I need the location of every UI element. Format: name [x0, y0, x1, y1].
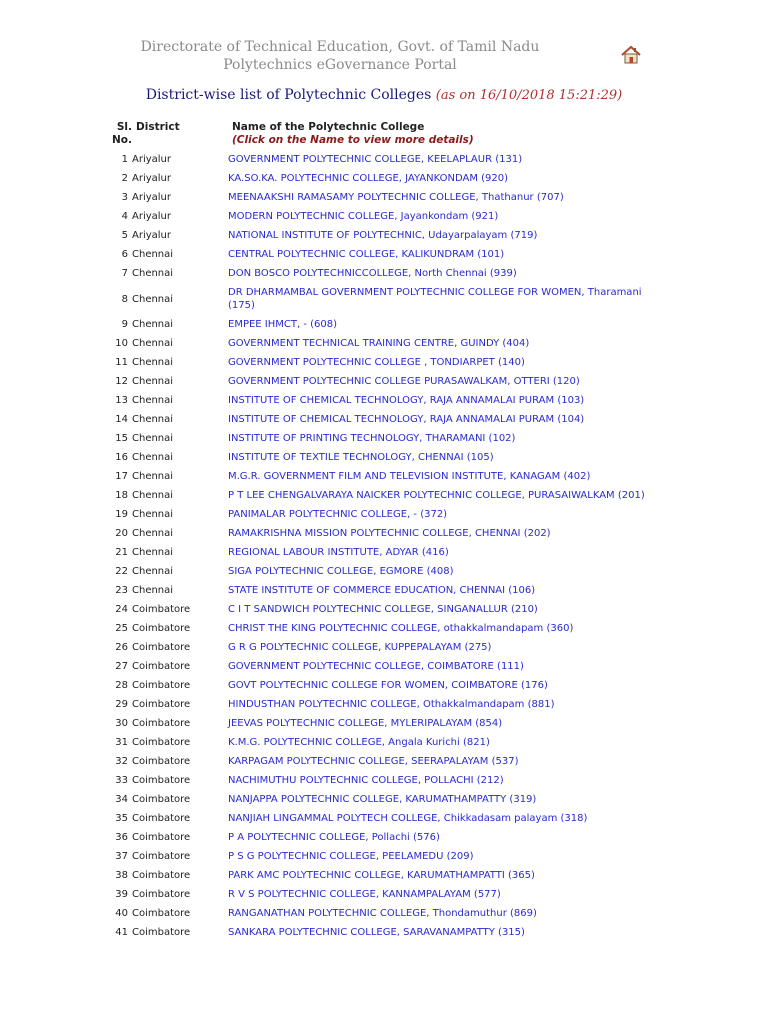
- district-cell: Chennai: [132, 490, 174, 501]
- district-cell: Coimbatore: [132, 737, 191, 748]
- college-name-link[interactable]: P S G POLYTECHNIC COLLEGE, PEELAMEDU (209): [228, 851, 474, 862]
- table-row: [0, 524, 768, 543]
- sl-no-cell: 2: [121, 173, 128, 184]
- district-cell: Coimbatore: [132, 870, 191, 881]
- table-row: [0, 847, 768, 866]
- table-row: [0, 467, 768, 486]
- district-cell: Coimbatore: [132, 756, 191, 767]
- table-row: [0, 226, 768, 245]
- sl-no-cell: 38: [115, 870, 128, 881]
- table-row: [0, 638, 768, 657]
- sl-no-header: [104, 121, 132, 147]
- college-name-link[interactable]: STATE INSTITUTE OF COMMERCE EDUCATION, CHENNAI (106): [228, 585, 536, 596]
- district-cell: Coimbatore: [132, 832, 191, 843]
- sl-no-cell: 30: [115, 718, 128, 729]
- as-on-timestamp: (as on 16/10/2018 15:21:29): [435, 88, 623, 103]
- sl-no-cell: 22: [115, 566, 128, 577]
- district-cell: Chennai: [132, 338, 174, 349]
- district-cell: Chennai: [132, 471, 174, 482]
- college-name-link[interactable]: G R G POLYTECHNIC COLLEGE, KUPPEPALAYAM (275): [228, 642, 492, 653]
- college-name-link[interactable]: PARK AMC POLYTECHNIC COLLEGE, KARUMATHAMPATTI (365): [228, 870, 535, 881]
- college-name-link[interactable]: JEEVAS POLYTECHNIC COLLEGE, MYLERIPALAYAM (854): [228, 718, 503, 729]
- district-cell: Chennai: [132, 293, 174, 305]
- college-name-link[interactable]: NACHIMUTHU POLYTECHNIC COLLEGE, POLLACHI (212): [228, 775, 504, 786]
- sl-no-cell: 40: [115, 908, 128, 919]
- college-name-link[interactable]: RANGANATHAN POLYTECHNIC COLLEGE, Thondamuthur (869): [228, 908, 537, 919]
- table-row: [0, 245, 768, 264]
- sl-no-cell: 20: [115, 528, 128, 539]
- college-name-link[interactable]: GOVERNMENT POLYTECHNIC COLLEGE PURASAWALKAM, OTTERI (120): [228, 376, 580, 387]
- district-cell: Ariyalur: [132, 154, 172, 165]
- college-name-link[interactable]: GOVERNMENT POLYTECHNIC COLLEGE, COIMBATORE (111): [228, 661, 524, 672]
- district-cell: Chennai: [132, 376, 174, 387]
- sl-header-line-1: Sl.: [116, 121, 132, 133]
- district-cell: Chennai: [132, 585, 174, 596]
- college-name-link[interactable]: P A POLYTECHNIC COLLEGE, Pollachi (576): [228, 832, 440, 843]
- district-cell: Ariyalur: [132, 211, 172, 222]
- table-row: [0, 283, 768, 315]
- sl-no-cell: 32: [115, 756, 128, 767]
- table-row: [0, 353, 768, 372]
- college-name-link[interactable]: RAMAKRISHNA MISSION POLYTECHNIC COLLEGE, CHENNAI (202): [228, 528, 551, 539]
- district-cell: Coimbatore: [132, 908, 191, 919]
- district-cell: Coimbatore: [132, 794, 191, 805]
- sl-no-cell: 31: [115, 737, 128, 748]
- sl-no-cell: 3: [121, 192, 128, 203]
- sl-no-cell: 14: [115, 414, 128, 425]
- district-cell: Coimbatore: [132, 680, 191, 691]
- district-cell: Ariyalur: [132, 192, 172, 203]
- district-cell: Chennai: [132, 357, 174, 368]
- sl-no-cell: 25: [115, 623, 128, 634]
- table-row: [0, 429, 768, 448]
- sl-no-cell: 6: [121, 249, 128, 260]
- college-name-link[interactable]: NATIONAL INSTITUTE OF POLYTECHNIC, Udayarpalayam (719): [228, 230, 538, 241]
- table-row: [0, 752, 768, 771]
- district-cell: Chennai: [132, 452, 174, 463]
- college-name-link[interactable]: HINDUSTHAN POLYTECHNIC COLLEGE, Othakkalmandapam (881): [228, 699, 555, 710]
- table-row: [0, 264, 768, 283]
- district-cell: Chennai: [132, 566, 174, 577]
- college-name-link[interactable]: R V S POLYTECHNIC COLLEGE, KANNAMPALAYAM (577): [228, 889, 501, 900]
- table-row: [0, 733, 768, 752]
- district-cell: Chennai: [132, 395, 174, 406]
- sl-no-cell: 17: [115, 471, 128, 482]
- district-cell: Ariyalur: [132, 173, 172, 184]
- table-row: [0, 923, 768, 942]
- sl-no-cell: 33: [115, 775, 128, 786]
- college-name-link[interactable]: DR DHARMAMBAL GOVERNMENT POLYTECHNIC COLLEGE FOR WOMEN, Tharamani (175): [228, 287, 642, 311]
- college-name-header: [232, 121, 474, 147]
- district-cell: Coimbatore: [132, 642, 191, 653]
- college-name-link[interactable]: INSTITUTE OF PRINTING TECHNOLOGY, THARAMANI (102): [228, 433, 516, 444]
- header-line-2: Polytechnics eGovernance Portal: [223, 57, 457, 73]
- sl-no-cell: 36: [115, 832, 128, 843]
- college-name-link[interactable]: CHRIST THE KING POLYTECHNIC COLLEGE, othakkalmandapam (360): [228, 623, 574, 634]
- sl-no-cell: 7: [121, 268, 128, 279]
- page-title: [0, 87, 768, 103]
- table-row: [0, 676, 768, 695]
- sl-header-line-2: No.: [112, 134, 132, 146]
- table-row: [0, 372, 768, 391]
- sl-no-cell: 12: [115, 376, 128, 387]
- table-row: [0, 866, 768, 885]
- sl-no-cell: 24: [115, 604, 128, 615]
- table-row: [0, 771, 768, 790]
- sl-no-cell: 5: [121, 230, 128, 241]
- college-name-link[interactable]: K.M.G. POLYTECHNIC COLLEGE, Angala Kurichi (821): [228, 737, 490, 748]
- sl-no-cell: 8: [121, 293, 128, 305]
- table-row: [0, 714, 768, 733]
- table-row: [0, 391, 768, 410]
- college-name-link[interactable]: GOVT POLYTECHNIC COLLEGE FOR WOMEN, COIMBATORE (176): [228, 680, 548, 691]
- district-cell: Chennai: [132, 268, 174, 279]
- sl-no-cell: 35: [115, 813, 128, 824]
- district-cell: Chennai: [132, 414, 174, 425]
- college-name-link[interactable]: PANIMALAR POLYTECHNIC COLLEGE, - (372): [228, 509, 448, 520]
- sl-no-cell: 27: [115, 661, 128, 672]
- sl-no-cell: 41: [115, 927, 128, 938]
- district-cell: Ariyalur: [132, 230, 172, 241]
- sl-no-cell: 16: [115, 452, 128, 463]
- sl-no-cell: 34: [115, 794, 128, 805]
- college-name-link[interactable]: MODERN POLYTECHNIC COLLEGE, Jayankondam (921): [228, 211, 499, 222]
- district-cell: Coimbatore: [132, 604, 191, 615]
- sl-no-cell: 15: [115, 433, 128, 444]
- sl-no-cell: 9: [121, 319, 128, 330]
- table-row: [0, 828, 768, 847]
- sl-no-cell: 26: [115, 642, 128, 653]
- college-name-link[interactable]: GOVERNMENT POLYTECHNIC COLLEGE, KEELAPLAUR (131): [228, 154, 523, 165]
- college-name-link[interactable]: GOVERNMENT TECHNICAL TRAINING CENTRE, GUINDY (404): [228, 338, 530, 349]
- sl-no-cell: 13: [115, 395, 128, 406]
- header-line-1: Directorate of Technical Education, Govt. of Tamil Nadu: [140, 39, 540, 55]
- table-row: [0, 904, 768, 923]
- table-row: [0, 207, 768, 226]
- college-name-link[interactable]: KARPAGAM POLYTECHNIC COLLEGE, SEERAPALAYAM (537): [228, 756, 519, 767]
- table-row: [0, 188, 768, 207]
- table-row: [0, 619, 768, 638]
- district-cell: Coimbatore: [132, 851, 191, 862]
- district-header: District: [136, 121, 180, 133]
- district-cell: Chennai: [132, 547, 174, 558]
- sl-no-cell: 4: [121, 211, 128, 222]
- district-cell: Coimbatore: [132, 889, 191, 900]
- district-cell: Coimbatore: [132, 718, 191, 729]
- district-cell: Chennai: [132, 249, 174, 260]
- home-icon[interactable]: [620, 44, 642, 66]
- sl-no-cell: 18: [115, 490, 128, 501]
- sl-no-cell: 23: [115, 585, 128, 596]
- college-name-link[interactable]: NANJIAH LINGAMMAL POLYTECH COLLEGE, Chikkadasam palayam (318): [228, 813, 588, 824]
- college-name-link[interactable]: SIGA POLYTECHNIC COLLEGE, EGMORE (408): [228, 566, 454, 577]
- college-name-link[interactable]: DON BOSCO POLYTECHNICCOLLEGE, North Chennai (939): [228, 268, 517, 279]
- page-title-text: District-wise list of Polytechnic Colleges: [145, 87, 432, 103]
- table-row: [0, 169, 768, 188]
- college-name-link[interactable]: MEENAAKSHI RAMASAMY POLYTECHNIC COLLEGE, Thathanur (707): [228, 192, 564, 203]
- portal-header: [0, 38, 680, 74]
- sl-no-cell: 11: [115, 357, 128, 368]
- college-list: [0, 150, 768, 942]
- district-cell: Chennai: [132, 509, 174, 520]
- click-hint: (Click on the Name to view more details): [232, 134, 474, 146]
- table-row: [0, 410, 768, 429]
- district-cell: Coimbatore: [132, 699, 191, 710]
- college-name-link[interactable]: M.G.R. GOVERNMENT FILM AND TELEVISION INSTITUTE, KANAGAM (402): [228, 471, 591, 482]
- sl-no-cell: 39: [115, 889, 128, 900]
- college-name-link[interactable]: P T LEE CHENGALVARAYA NAICKER POLYTECHNIC COLLEGE, PURASAIWALKAM (201): [228, 490, 645, 501]
- table-row: [0, 657, 768, 676]
- table-row: [0, 562, 768, 581]
- college-name-link[interactable]: KA.SO.KA. POLYTECHNIC COLLEGE, JAYANKONDAM (920): [228, 173, 509, 184]
- college-name-link[interactable]: INSTITUTE OF TEXTILE TECHNOLOGY, CHENNAI (105): [228, 452, 494, 463]
- sl-no-cell: 28: [115, 680, 128, 691]
- sl-no-cell: 21: [115, 547, 128, 558]
- college-name-header-label: Name of the Polytechnic College: [232, 121, 425, 133]
- table-row: [0, 695, 768, 714]
- college-name-link[interactable]: INSTITUTE OF CHEMICAL TECHNOLOGY, RAJA ANNAMALAI PURAM (104): [228, 414, 585, 425]
- table-row: [0, 315, 768, 334]
- district-cell: Coimbatore: [132, 927, 191, 938]
- college-name-link[interactable]: GOVERNMENT POLYTECHNIC COLLEGE , TONDIARPET (140): [228, 357, 525, 368]
- district-cell: Coimbatore: [132, 775, 191, 786]
- table-row: [0, 543, 768, 562]
- district-cell: Coimbatore: [132, 661, 191, 672]
- sl-no-cell: 37: [115, 851, 128, 862]
- college-name-link[interactable]: REGIONAL LABOUR INSTITUTE, ADYAR (416): [228, 547, 449, 558]
- table-row: [0, 334, 768, 353]
- college-name-link[interactable]: CENTRAL POLYTECHNIC COLLEGE, KALIKUNDRAM (101): [228, 249, 505, 260]
- table-row: [0, 150, 768, 169]
- college-name-link[interactable]: INSTITUTE OF CHEMICAL TECHNOLOGY, RAJA ANNAMALAI PURAM (103): [228, 395, 585, 406]
- table-row: [0, 448, 768, 467]
- table-row: [0, 790, 768, 809]
- table-row: [0, 809, 768, 828]
- district-cell: Chennai: [132, 433, 174, 444]
- table-row: [0, 581, 768, 600]
- table-row: [0, 486, 768, 505]
- college-name-link[interactable]: NANJAPPA POLYTECHNIC COLLEGE, KARUMATHAMPATTY (319): [228, 794, 537, 805]
- college-name-link[interactable]: C I T SANDWICH POLYTECHNIC COLLEGE, SINGANALLUR (210): [228, 604, 538, 615]
- district-cell: Chennai: [132, 319, 174, 330]
- table-row: [0, 505, 768, 524]
- college-name-link[interactable]: EMPEE IHMCT, - (608): [228, 319, 338, 330]
- district-cell: Chennai: [132, 528, 174, 539]
- college-name-link[interactable]: SANKARA POLYTECHNIC COLLEGE, SARAVANAMPATTY (315): [228, 927, 525, 938]
- sl-no-cell: 29: [115, 699, 128, 710]
- sl-no-cell: 1: [121, 154, 128, 165]
- sl-no-cell: 10: [115, 338, 128, 349]
- table-row: [0, 885, 768, 904]
- table-row: [0, 600, 768, 619]
- district-cell: Coimbatore: [132, 623, 191, 634]
- sl-no-cell: 19: [115, 509, 128, 520]
- district-cell: Coimbatore: [132, 813, 191, 824]
